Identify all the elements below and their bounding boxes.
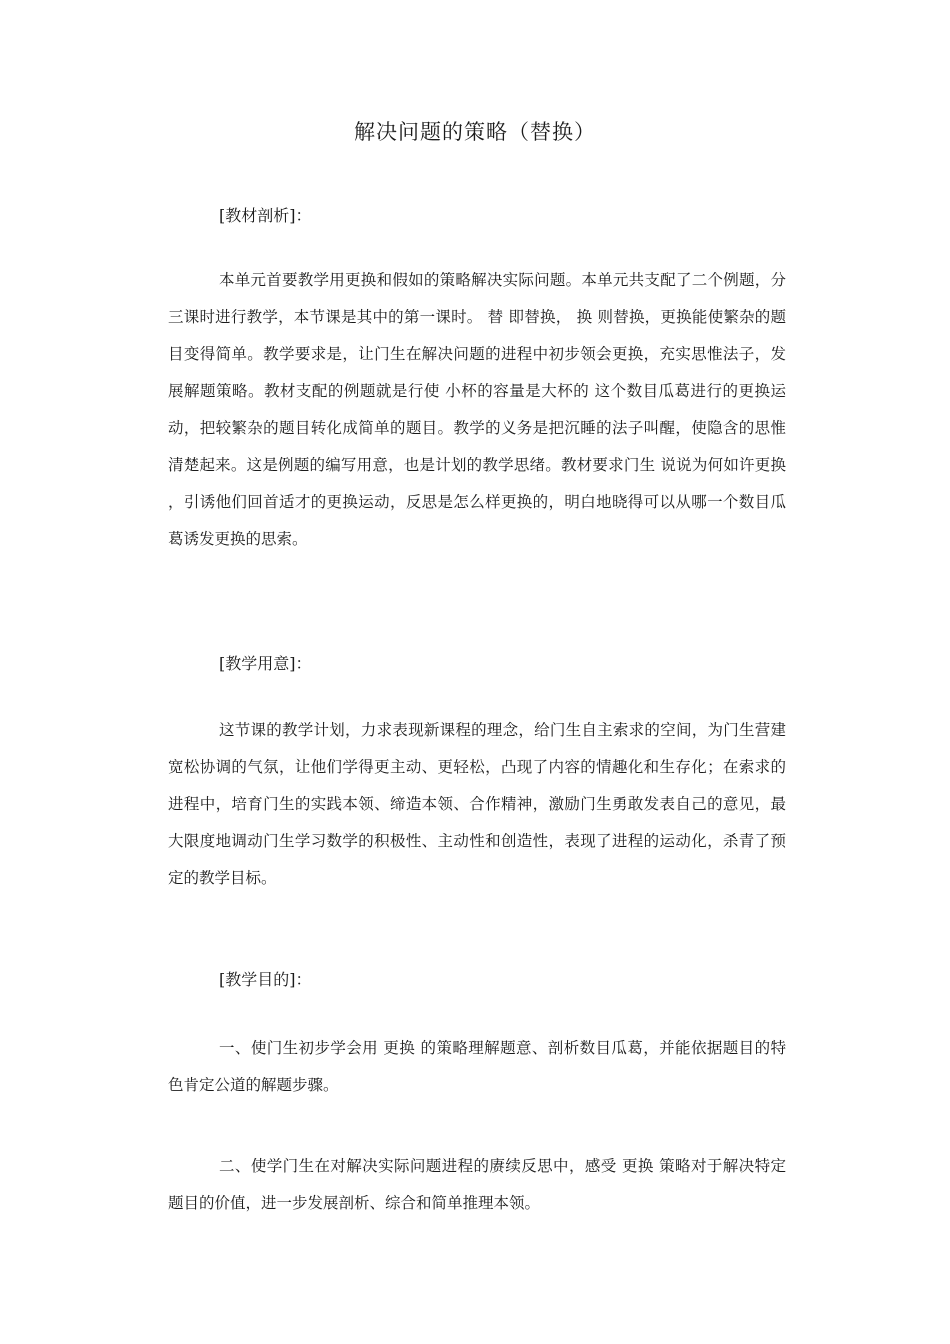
goal-item-2: 二、使学门生在对解决实际问题进程的赓续反思中，感受 更换 策略对于解决特定题目的价值，进一步发展剖析、综合和简单推理本领。 (168, 1157, 786, 1212)
section-heading-teaching-goals: [教学目的]： (219, 970, 312, 989)
section-paragraph-teaching-intent: 这节课的教学计划，力求表现新课程的理念，给门生自主索求的空间，为门生营建宽松协调的气氛，让他们学得更主动、更轻松，凸现了内容的情趣化和生存化；在索求的进程中，培育门生的实践本领、缔造本领、合作精神，激励门生勇敢发表自己的意见，最大限度地调动门生学习数学的积极性、主动性和创造性，表现了进程的运动化，杀青了预定的教学目标。 (168, 721, 786, 887)
document-title: 解决问题的策略（替换） (354, 120, 596, 144)
section-heading-teaching-intent: [教学用意]： (219, 654, 312, 673)
section-paragraph-textbook-analysis: 本单元首要教学用更换和假如的策略解决实际问题。本单元共支配了二个例题，分三课时进行教学，本节课是其中的第一课时。 替 即替换， 换 则替换，更换能使繁杂的题目变得简单。教学要求是，让门生在解决问题的进程中初步领会更换，充实思惟法子，发展解题策略。教材支配的例题就是行使 小杯的容量是大杯的 这个数目瓜葛进行的更换运动，把较繁杂的题目转化成简单的题目。教学的义务是把沉睡的法子叫醒，使隐含的思惟清楚起来。这是例题的编写用意，也是计划的教学思绪。教材要求门生 说说为何如许更换 ，引诱他们回首适才的更换运动，反思是怎么样更换的，明白地晓得可以从哪一个数目瓜葛诱发更换的思索。 (168, 271, 786, 548)
goal-item-1: 一、使门生初步学会用 更换 的策略理解题意、剖析数目瓜葛，并能依据题目的特色肯定公道的解题步骤。 (168, 1039, 786, 1094)
section-heading-textbook-analysis: [教材剖析]： (219, 206, 312, 225)
